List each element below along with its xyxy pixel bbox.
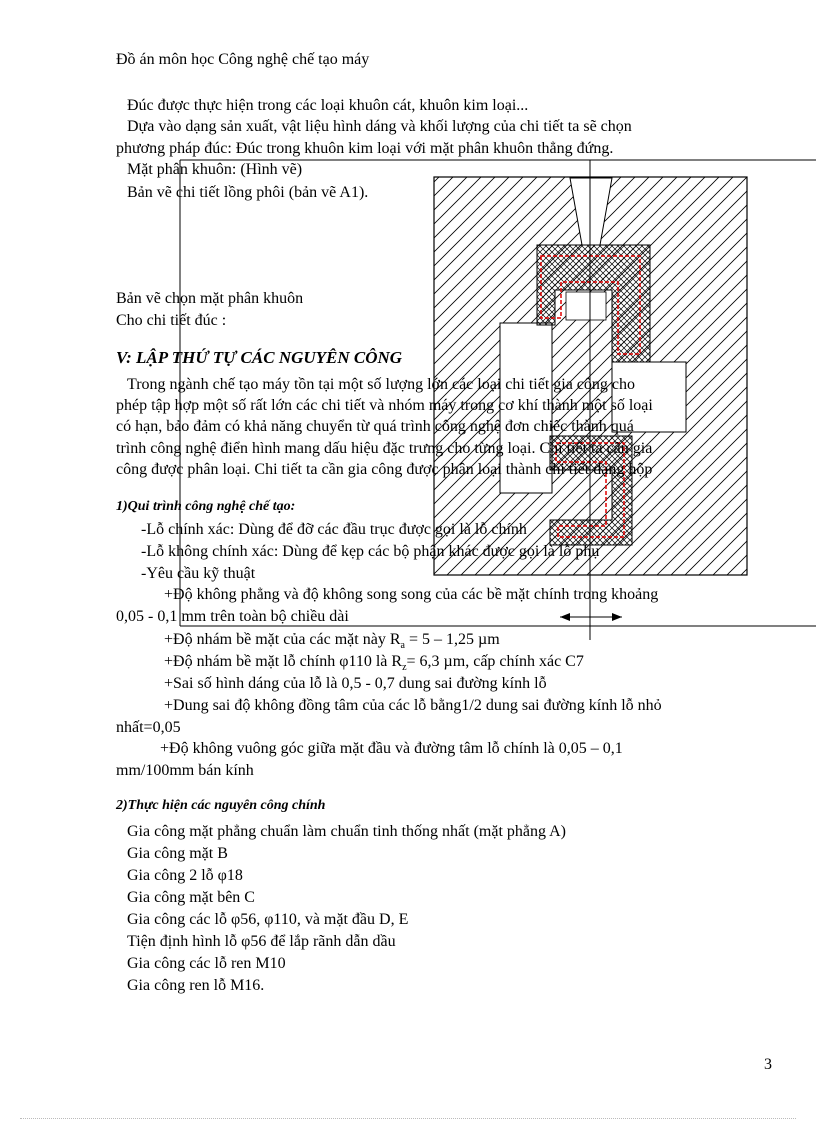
arrow-right-icon (612, 613, 622, 621)
sub2-item-7: Gia công các lỗ ren M10 (127, 955, 286, 972)
section-para-3: có hạn, bảo đảm có khả năng chuyển từ quá trình công nghệ đơn chiếc thành quá (116, 418, 634, 435)
sub2-item-3: Gia công 2 lỗ φ18 (127, 867, 243, 884)
drawing-caption-2: Cho chi tiết đúc : (116, 312, 227, 329)
intro-line-2: Dựa vào dạng sản xuất, vật liệu hình dáng và khối lượng của chi tiết ta sẽ chọn (127, 118, 632, 135)
intro-line-1: Đúc được thực hiện trong các loại khuôn cát, khuôn kim loại... (127, 97, 529, 114)
section-para-4: trình công nghệ điển hình mang dấu hiệu đặc trưng cho từng loại. Chi tiết ta cần gia (116, 440, 653, 457)
sub2-title: 2)Thực hiện các nguyên công chính (116, 798, 326, 813)
sub2-item-5: Gia công các lỗ φ56, φ110, và mặt đầu D, E (127, 911, 409, 928)
section-title: V: LẬP THỨ TỰ CÁC NGUYÊN CÔNG (116, 348, 403, 367)
sub1-more-4: +Độ không vuông góc giữa mặt đầu và đường tâm lỗ chính là 0,05 – 0,1 (160, 740, 623, 757)
roughness-line-1: +Độ nhám bề mặt của các mặt này $R_a = 5 - 1,25$ µm (164, 631, 500, 652)
drawing-caption-1: Bản vẽ chọn mặt phân khuôn (116, 290, 304, 307)
sub1-title: 1)Qui trình công nghệ chế tạo: (116, 499, 296, 514)
page-header: Đồ án môn học Công nghệ chế tạo máy (116, 51, 370, 68)
page-number: 3 (764, 1056, 772, 1073)
intro-line-4: Mặt phân khuôn: (Hình vẽ) (127, 161, 303, 178)
sub2-item-2: Gia công mặt B (127, 845, 228, 862)
roughness-line-2: +Độ nhám bề mặt lỗ chính φ110 là $R_z= 6,3$ µm, cấp chính xác C7 (164, 653, 584, 674)
upper-slot (566, 292, 606, 320)
sub1-more-5: mm/100mm bán kính (116, 762, 254, 779)
arrow-left-icon (560, 613, 570, 621)
sub1-item-2: -Lỗ không chính xác: Dùng để kẹp các bộ phận khác được gọi là lỗ phụ (141, 543, 600, 560)
sub1-item-5: 0,05 - 0,1 mm trên toàn bộ chiều dài (116, 608, 349, 625)
sub2-item-6: Tiện định hình lỗ φ56 để lắp rãnh dẫn dầu (127, 933, 396, 950)
intro-line-5: Bản vẽ chi tiết lồng phôi (bản vẽ A1). (127, 184, 369, 201)
sub1-item-3: -Yêu cầu kỹ thuật (141, 565, 256, 582)
sub1-more-2: +Dung sai độ không đồng tâm của các lỗ bằng1/2 dung sai đường kính lỗ nhỏ (164, 697, 662, 714)
sub2-item-8: Gia công ren lỗ M16. (127, 977, 265, 994)
page-bottom-divider (20, 1118, 796, 1119)
section-para-5: công được phân loại. Chi tiết ta cần gia công được phân loại thành chi tiết dạng hộp (116, 461, 653, 478)
sub1-more-1: +Sai số hình dáng của lỗ là 0,5 - 0,7 dung sai đường kính lỗ (164, 675, 547, 692)
sub2-item-1: Gia công mặt phẳng chuẩn làm chuẩn tinh thống nhất (mặt phẳng A) (127, 823, 566, 840)
sub1-more-3: nhất=0,05 (116, 719, 181, 736)
section-para-1: Trong ngành chế tạo máy tồn tại một số lượng lớn các loại chi tiết gia công cho (127, 376, 636, 393)
sub2-item-4: Gia công mặt bên C (127, 889, 255, 906)
sub1-item-1: -Lỗ chính xác: Dùng để đỡ các đầu trục được gọi là lỗ chính (141, 521, 527, 538)
section-para-2: phép tập hợp một số rất lớn các chi tiết và nhóm máy trong cơ khí thành một số loại (116, 397, 653, 414)
sub1-item-4: +Độ không phẳng và độ không song song của các bề mặt chính trong khoảng (164, 586, 659, 603)
intro-line-3: phương pháp đúc: Đúc trong khuôn kim loại với mặt phân khuôn thẳng đứng. (116, 140, 614, 157)
